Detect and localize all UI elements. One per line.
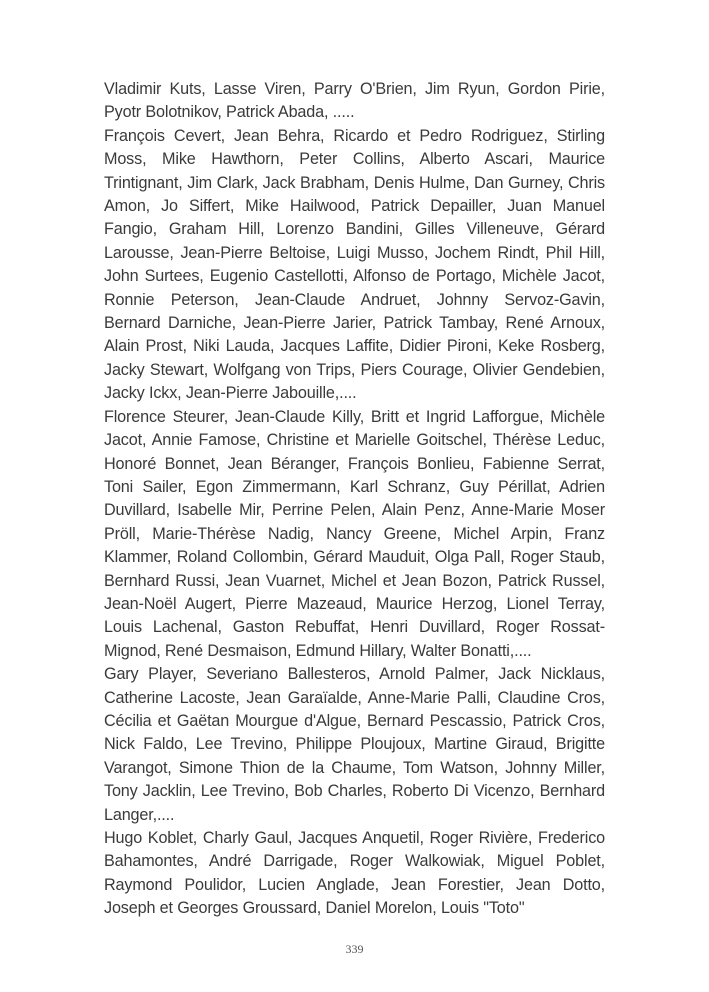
body-text xyxy=(104,78,605,921)
paragraph-cycling: Hugo Koblet, Charly Gaul, Jacques Anquetil, Roger Rivière, Frederico Bahamontes, André Darrigade, Roger Walkowiak, Miguel Poblet, Raymond Poulidor, Lucien Anglade, Jean Forestier, Jean Dotto, Joseph et Georges Groussard, Daniel Morelon, Louis "Toto" xyxy=(104,829,605,918)
paragraph-motorsport: François Cevert, Jean Behra, Ricardo et Pedro Rodriguez, Stirling Moss, Mike Hawthorn, Peter Collins, Alberto Ascari, Maurice Trintignant, Jim Clark, Jack Brabham, Denis Hulme, Dan Gurney, Chris Amon, Jo Siffert, Mike Hailwood, Patrick Depailler, Juan Manuel Fangio, Graham Hill, Lorenzo Bandini, Gilles Villeneuve, Gérard Larousse, Jean-Pierre Beltoise, Luigi Musso, Jochem Rindt, Phil Hill, John Surtees, Eugenio Castellotti, Alfonso de Portago, Michèle Jacot, Ronnie Peterson, Jean-Claude Andruet, Johnny Servoz-Gavin, Bernard Darniche, Jean-Pierre Jarier, Patrick Tambay, René Arnoux, Alain Prost, Niki Lauda, Jacques Laffite, Didier Pironi, Keke Rosberg, Jacky Stewart, Wolfgang von Trips, Piers Courage, Olivier Gendebien, Jacky Ickx, Jean-Pierre Jabouille,.... xyxy=(104,126,605,403)
page-number: 339 xyxy=(345,942,364,956)
paragraph-skiing-mountaineering: Florence Steurer, Jean-Claude Killy, Britt et Ingrid Lafforgue, Michèle Jacot, Annie Famose, Christine et Marielle Goitschel, Thérèse Leduc, Honoré Bonnet, Jean Béranger, François Bonlieu, Fabienne Serrat, Toni Sailer, Egon Zimmermann, Karl Schranz, Guy Périllat, Adrien Duvillard, Isabelle Mir, Perrine Pelen, Alain Penz, Anne-Marie Moser Pröll, Marie-Thérèse Nadig, Nancy Greene, Michel Arpin, Franz Klammer, Roland Collombin, Gérard Mauduit, Olga Pall, Roger Staub, Bernhard Russi, Jean Vuarnet, Michel et Jean Bozon, Patrick Russel, Jean-Noël Augert, Pierre Mazeaud, Maurice Herzog, Lionel Terray, Louis Lachenal, Gaston Rebuffat, Henri Duvillard, Roger Rossat-Mignod, René Desmaison, Edmund Hillary, Walter Bonatti,.... xyxy=(104,407,605,660)
paragraph-golf: Gary Player, Severiano Ballesteros, Arnold Palmer, Jack Nicklaus, Catherine Lacoste, Jean Garaïalde, Anne-Marie Palli, Claudine Cros, Cécilia et Gaëtan Mourgue d'Algue, Bernard Pescassio, Patrick Cros, Nick Faldo, Lee Trevino, Philippe Ploujoux, Martine Giraud, Brigitte Varangot, Simone Thion de la Chaume, Tom Watson, Johnny Miller, Tony Jacklin, Lee Trevino, Bob Charles, Roberto Di Vicenzo, Bernhard Langer,.... xyxy=(104,665,605,824)
paragraph-athletics: Vladimir Kuts, Lasse Viren, Parry O'Brien, Jim Ryun, Gordon Pirie, Pyotr Bolotnikov, Patrick Abada, ..... xyxy=(104,80,605,122)
